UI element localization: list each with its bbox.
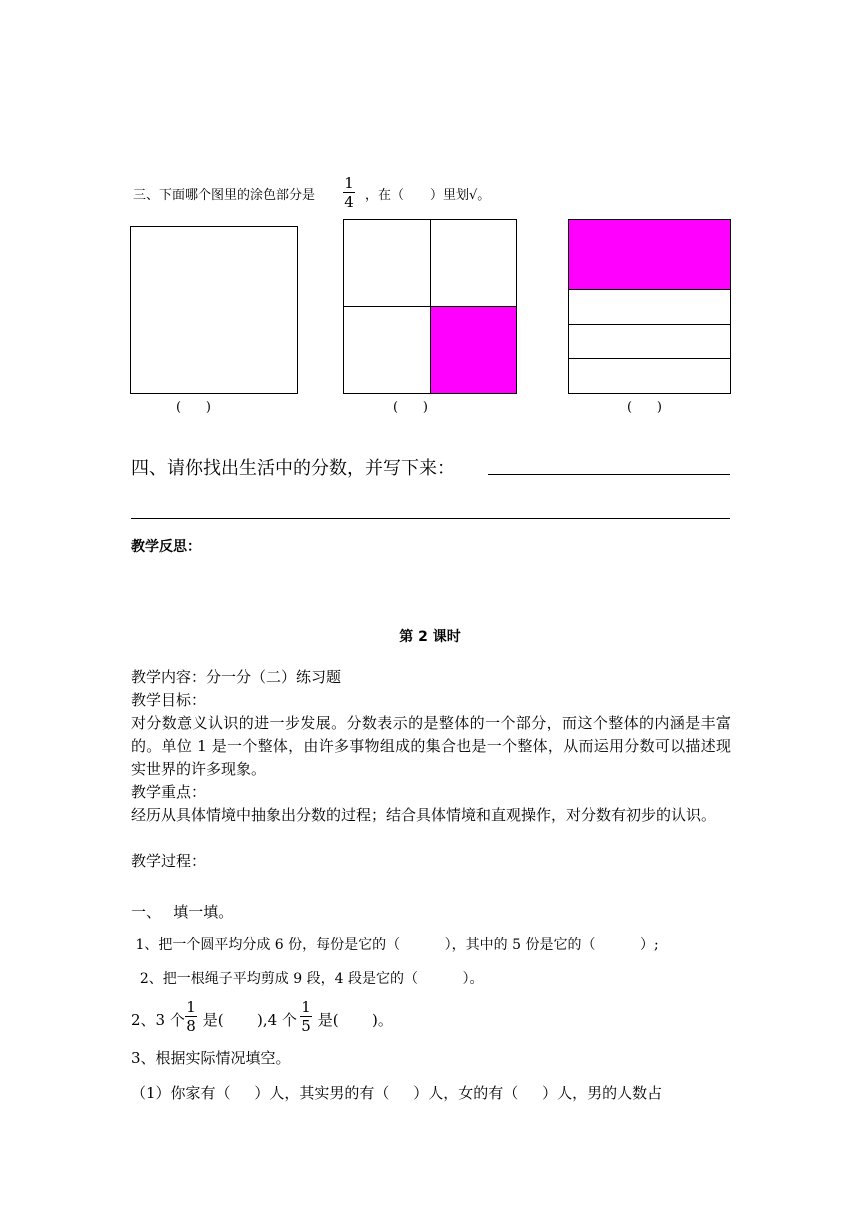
- exercise-3-part-c: 是( )。: [313, 1011, 393, 1029]
- exercise-2: 2、把一根绳子平均剪成 9 段，4 段是它的（ ）。: [131, 971, 484, 987]
- figure-3-divider-3: [569, 358, 730, 359]
- figure-1-answer-paren: ( ): [176, 400, 211, 415]
- teaching-goal-text: 对分数意义认识的进一步发展。分数表示的是整体的一个部分，而这个整体的内涵是丰富的。单位 1 是一个整体，由许多事物组成的集合也是一个整体，从而运用分数可以描述现实世界的许多现象。: [131, 714, 731, 778]
- question-3: [133, 184, 315, 203]
- figure-2-answer-paren: ( ): [393, 400, 428, 415]
- exercise-3-fraction-1: [185, 999, 197, 1034]
- exercise-3-part-a: 2、3 个: [131, 1011, 185, 1029]
- q3-text-before: 三、下面哪个图里的涂色部分是: [133, 188, 316, 203]
- reflection-label: 教学反思：: [131, 539, 201, 555]
- teaching-goal-label: 教学目标：: [131, 691, 207, 709]
- teaching-key-text: 经历从具体情境中抽象出分数的过程；结合具体情境和直观操作，对分数有初步的认识。: [131, 806, 717, 824]
- question-4: 四、请你找出生活中的分数，并写下来：: [131, 458, 455, 479]
- exercise-4: 3、根据实际情况填空。: [131, 1049, 291, 1067]
- q3-text-after: ，在（ ）里划√。: [365, 188, 491, 203]
- q3-fraction: [343, 175, 355, 210]
- q3-fraction-numerator: 1: [344, 174, 354, 192]
- q3-fraction-denominator: 4: [344, 193, 354, 211]
- figure-3-divider-1: [569, 289, 730, 290]
- figure-1-square: [130, 226, 298, 394]
- fraction-numerator: 1: [186, 998, 196, 1016]
- figure-3-shaded-strip: [569, 220, 730, 289]
- exercise-3-part-b: 是( ),4 个: [198, 1011, 297, 1029]
- figure-3-answer-paren: ( ): [627, 400, 662, 415]
- exercise-section-1: 一、 填一填。: [131, 903, 234, 921]
- figure-3-divider-2: [569, 324, 730, 325]
- figure-2-grid: [343, 219, 517, 394]
- lesson-title: 第 2 课时: [399, 629, 461, 645]
- exercise-3-fraction-2: [300, 999, 312, 1034]
- fraction-numerator: 1: [301, 998, 311, 1016]
- q4-answer-line-1[interactable]: [488, 474, 730, 475]
- teaching-content: 教学内容：分一分（二）练习题: [131, 668, 342, 686]
- figure-2-horizontal-divider: [344, 306, 516, 307]
- fraction-denominator: 5: [301, 1017, 311, 1035]
- q4-answer-line-2[interactable]: [131, 518, 730, 519]
- exercise-5: （1）你家有（ ）人，其实男的有（ ）人，女的有（ ）人，男的人数占: [131, 1084, 663, 1102]
- teaching-key-label: 教学重点：: [131, 783, 207, 801]
- teaching-process-label: 教学过程：: [131, 852, 207, 870]
- fraction-denominator: 8: [186, 1017, 196, 1035]
- figure-2-shaded-cell: [430, 306, 516, 393]
- figure-3-strips: [568, 219, 731, 394]
- exercise-1: 1、把一个圆平均分成 6 份，每份是它的（ ），其中的 5 份是它的（ ）;: [131, 937, 659, 953]
